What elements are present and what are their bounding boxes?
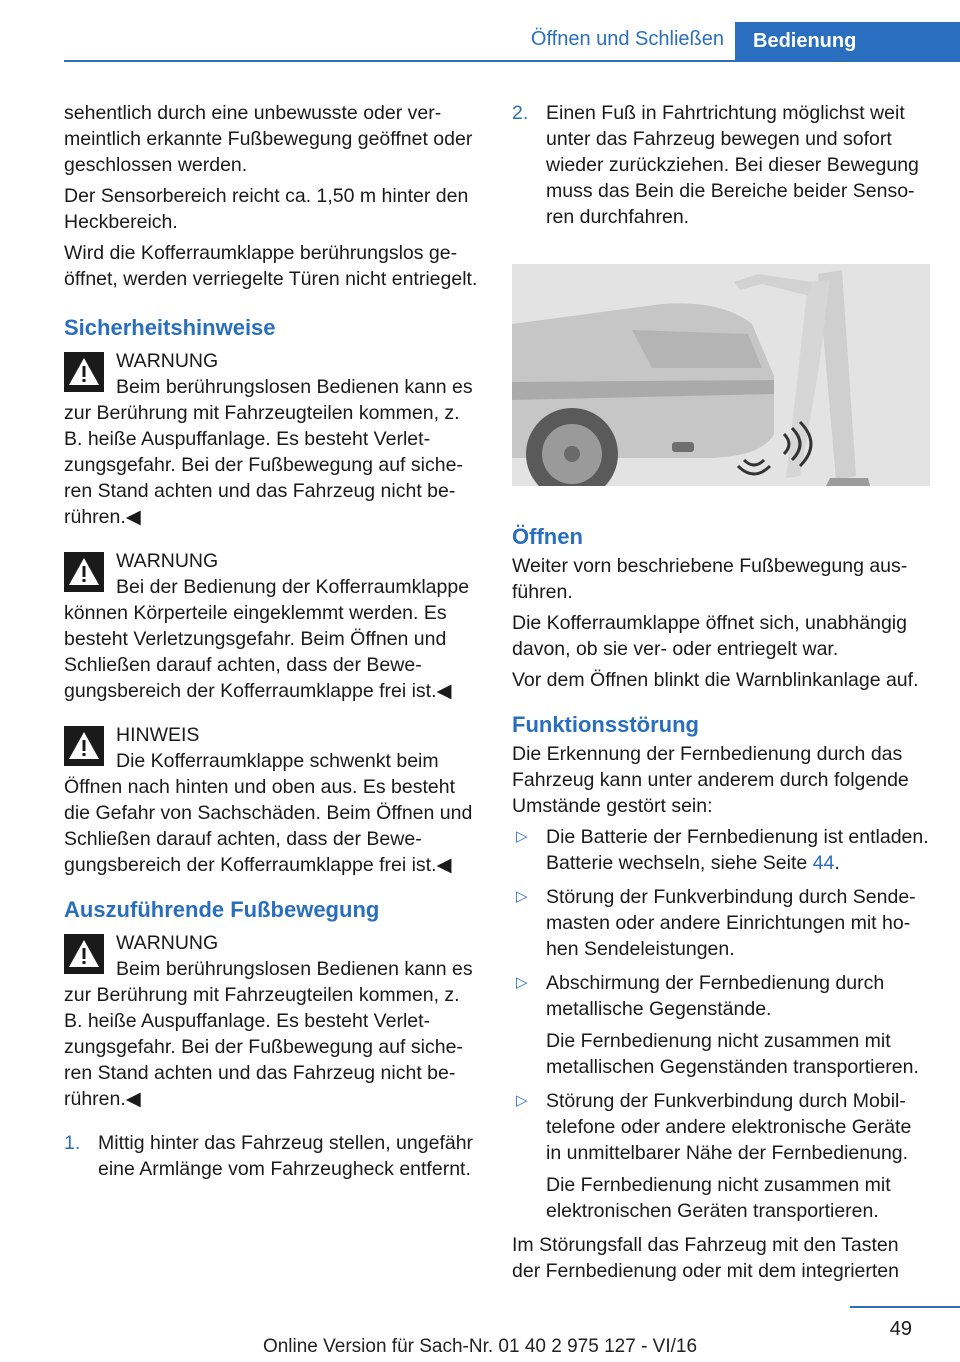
header-chapter-tab: Bedienung bbox=[735, 22, 960, 62]
steps-list bbox=[64, 1130, 480, 1182]
step-number: 2. bbox=[512, 102, 529, 124]
list-item bbox=[64, 1130, 480, 1182]
warning-text: Beim berührungslosen Bedienen kann es zur Berührung mit Fahrzeugteilen kommen, z. B. heiße Auspuffanlage. Es besteht Verletzungsgefahr. Bei der Fußbewegung auf sicheren Stand achten und das Fahrzeug nicht berühren.◀ bbox=[64, 376, 473, 528]
safety-heading: Sicherheitshinweise bbox=[64, 315, 276, 340]
bullet-text: Die Batterie der Fernbedienung ist entladen. Batterie wechseln, siehe Seite bbox=[546, 826, 929, 874]
warning-label: WARNUNG bbox=[116, 350, 219, 372]
warning-triangle-icon bbox=[64, 552, 104, 592]
foot-movement-illustration bbox=[512, 264, 930, 486]
triangle-bullet-icon: ▷ bbox=[516, 888, 528, 905]
warning-triangle-icon bbox=[64, 934, 104, 974]
notice-text: Die Kofferraumklappe schwenkt beim Öffnen nach hinten und oben aus. Es besteht die Gefahr von Sachschäden. Beim Öffnen und Schließen darauf achten, dass der Bewegungsbereich der Kofferraumklappe frei ist.◀ bbox=[64, 750, 473, 876]
warning-triangle-icon bbox=[64, 352, 104, 392]
bullet-text: Abschirmung der Fernbedienung durch metallische Gegenstände. bbox=[546, 972, 885, 1020]
bullet-subtext: Die Fernbedienung nicht zusammen mit elektronischen Geräten transportieren. bbox=[546, 1174, 891, 1222]
intro-paragraph: Wird die Kofferraumklappe berührungslos geöffnet, werden verriegelte Türen nicht entriegelt. bbox=[64, 242, 478, 290]
warning-label: WARNUNG bbox=[116, 932, 219, 954]
page-number: 49 bbox=[889, 1318, 912, 1340]
step-number: 1. bbox=[64, 1132, 81, 1154]
triangle-bullet-icon: ▷ bbox=[516, 828, 528, 845]
footer-version: Online Version für Sach-Nr. 01 40 2 975 127 - VI/16 bbox=[262, 1336, 698, 1357]
open-paragraph: Vor dem Öffnen blinkt die Warnblinkanlage auf. bbox=[512, 669, 919, 691]
fault-list bbox=[512, 824, 930, 1224]
fault-intro: Die Erkennung der Fernbedienung durch das Fahrzeug kann unter anderem durch folgende Umstände gestört sein: bbox=[512, 743, 909, 817]
list-item bbox=[512, 884, 930, 962]
warning-label: WARNUNG bbox=[116, 550, 219, 572]
warning-note bbox=[64, 348, 480, 530]
right-column bbox=[512, 100, 930, 1289]
bullet-end: . bbox=[834, 852, 840, 874]
warning-note bbox=[64, 930, 480, 1112]
steps-list bbox=[512, 100, 930, 230]
header-rule bbox=[64, 60, 960, 62]
intro-paragraph: sehentlich durch eine unbewusste oder vermeintlich erkannte Fußbewegung geöffnet oder geschlossen werden. bbox=[64, 102, 473, 176]
list-item bbox=[512, 970, 930, 1080]
bullet-text: Störung der Funkverbindung durch Mobiltelefone oder andere elektronische Geräte in unmittelbarer Nähe der Fernbedienung. bbox=[546, 1090, 912, 1164]
notice-label: HINWEIS bbox=[116, 724, 200, 746]
warning-note bbox=[64, 548, 480, 704]
intro-paragraph: Der Sensorbereich reicht ca. 1,50 m hinter den Heckbereich. bbox=[64, 185, 469, 233]
bullet-subtext: Die Fernbedienung nicht zusammen mit metallischen Gegenständen transportieren. bbox=[546, 1030, 919, 1078]
list-item bbox=[512, 824, 930, 876]
list-item bbox=[512, 100, 930, 230]
notice-note bbox=[64, 722, 480, 878]
warning-text: Bei der Bedienung der Kofferraumklappe können Körperteile eingeklemmt werden. Es besteht Verletzungsgefahr. Beim Öffnen und Schließen darauf achten, dass der Bewegungsbereich der Kofferraumklappe frei ist.◀ bbox=[64, 576, 470, 702]
open-paragraph: Die Kofferraumklappe öffnet sich, unabhängig davon, ob sie ver- oder entriegelt war. bbox=[512, 612, 907, 660]
open-heading: Öffnen bbox=[512, 524, 583, 549]
step-text: Mittig hinter das Fahrzeug stellen, ungefähr eine Armlänge vom Fahrzeugheck entfernt. bbox=[98, 1132, 474, 1180]
page-link[interactable]: 44 bbox=[812, 852, 835, 874]
triangle-bullet-icon: ▷ bbox=[516, 974, 528, 991]
list-item bbox=[512, 1088, 930, 1224]
page-number-rule bbox=[850, 1306, 960, 1308]
triangle-bullet-icon: ▷ bbox=[516, 1092, 528, 1109]
left-column bbox=[64, 100, 480, 1192]
bullet-text: Störung der Funkverbindung durch Sendemasten oder andere Einrichtungen mit hohen Sendeleistungen. bbox=[546, 886, 916, 960]
notice-triangle-icon bbox=[64, 726, 104, 766]
foot-movement-heading: Auszuführende Fußbewegung bbox=[64, 897, 380, 922]
open-paragraph: Weiter vorn beschriebene Fußbewegung ausführen. bbox=[512, 555, 908, 603]
step-text: Einen Fuß in Fahrtrichtung möglichst weit unter das Fahrzeug bewegen und sofort wieder zurückziehen. Bei dieser Bewegung muss das Bein die Bereiche beider Sensoren durchfahren. bbox=[546, 102, 919, 228]
fault-heading: Funktionsstörung bbox=[512, 712, 699, 737]
header-section-title: Öffnen und Schließen bbox=[530, 28, 724, 50]
closing-paragraph: Im Störungsfall das Fahrzeug mit den Tasten der Fernbedienung oder mit dem integrierten bbox=[512, 1234, 899, 1282]
warning-text: Beim berührungslosen Bedienen kann es zur Berührung mit Fahrzeugteilen kommen, z. B. heiße Auspuffanlage. Es besteht Verletzungsgefahr. Bei der Fußbewegung auf sicheren Stand achten und das Fahrzeug nicht berühren.◀ bbox=[64, 958, 473, 1110]
